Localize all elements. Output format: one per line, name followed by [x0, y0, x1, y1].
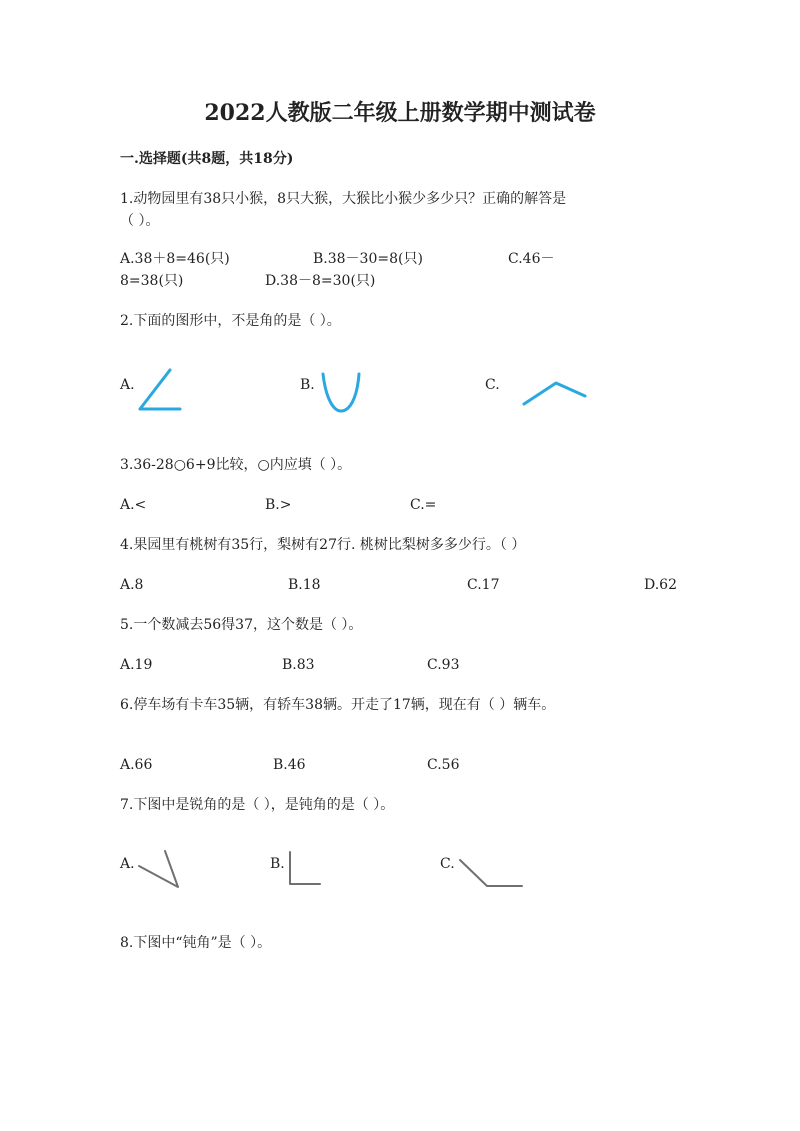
question-4-option-c[interactable]: C.17 — [467, 577, 500, 593]
question-4-option-b[interactable]: B.18 — [288, 577, 321, 593]
question-1-option-d[interactable]: D.38－8=30(只) — [265, 273, 376, 289]
question-5-option-a[interactable]: A.19 — [120, 657, 153, 673]
question-1-stem-cont: （ ）。 — [120, 213, 160, 229]
question-7-option-b[interactable]: B. — [270, 856, 285, 872]
section-heading: 一.选择题(共8题，共18分) — [120, 151, 294, 167]
question-1-option-c[interactable]: C.46－ — [508, 251, 555, 267]
question-5-option-b[interactable]: B.83 — [282, 657, 315, 673]
question-7-option-c[interactable]: C. — [440, 856, 455, 872]
question-2-stem: 2.下面的图形中，不是角的是（ ）。 — [120, 313, 341, 329]
question-3-option-a[interactable]: A.< — [120, 497, 147, 513]
question-5-stem: 5.一个数减去56得37，这个数是（ ）。 — [120, 617, 363, 633]
question-6-stem: 6.停车场有卡车35辆，有轿车38辆。开走了17辆，现在有（ ）辆车。 — [120, 697, 556, 713]
question-2-option-b[interactable]: B. — [300, 377, 315, 393]
question-5-option-c[interactable]: C.93 — [427, 657, 460, 673]
question-3-stem: 3.36-28○6+9比较，○内应填（ ）。 — [120, 457, 352, 473]
question-7-stem: 7.下图中是锐角的是（ ），是钝角的是（ ）。 — [120, 797, 395, 813]
question-2-option-c[interactable]: C. — [485, 377, 500, 393]
question-3-option-c[interactable]: C.= — [410, 497, 437, 513]
question-6-option-c[interactable]: C.56 — [427, 757, 460, 773]
question-6-option-b[interactable]: B.46 — [273, 757, 306, 773]
question-2-option-a[interactable]: A. — [120, 377, 135, 393]
question-6-option-a[interactable]: A.66 — [120, 757, 153, 773]
question-1-option-c-cont: 8=38(只) — [120, 273, 184, 289]
question-3-option-b[interactable]: B.> — [265, 497, 292, 513]
question-8-stem: 8.下图中“钝角”是（ ）。 — [120, 935, 272, 951]
question-4-stem: 4.果园里有桃树有35行，梨树有27行. 桃树比梨树多多少行。（ ） — [120, 537, 526, 553]
page-title: 2022人教版二年级上册数学期中测试卷 — [204, 100, 596, 126]
question-1-option-a[interactable]: A.38＋8=46(只) — [120, 251, 230, 267]
question-1-option-b[interactable]: B.38－30=8(只) — [313, 251, 423, 267]
question-4-option-d[interactable]: D.62 — [644, 577, 677, 593]
question-4-option-a[interactable]: A.8 — [120, 577, 144, 593]
question-1-stem: 1.动物园里有38只小猴，8只大猴，大猴比小猴少多少只？正确的解答是 — [120, 191, 567, 207]
question-7-option-a[interactable]: A. — [120, 856, 135, 872]
